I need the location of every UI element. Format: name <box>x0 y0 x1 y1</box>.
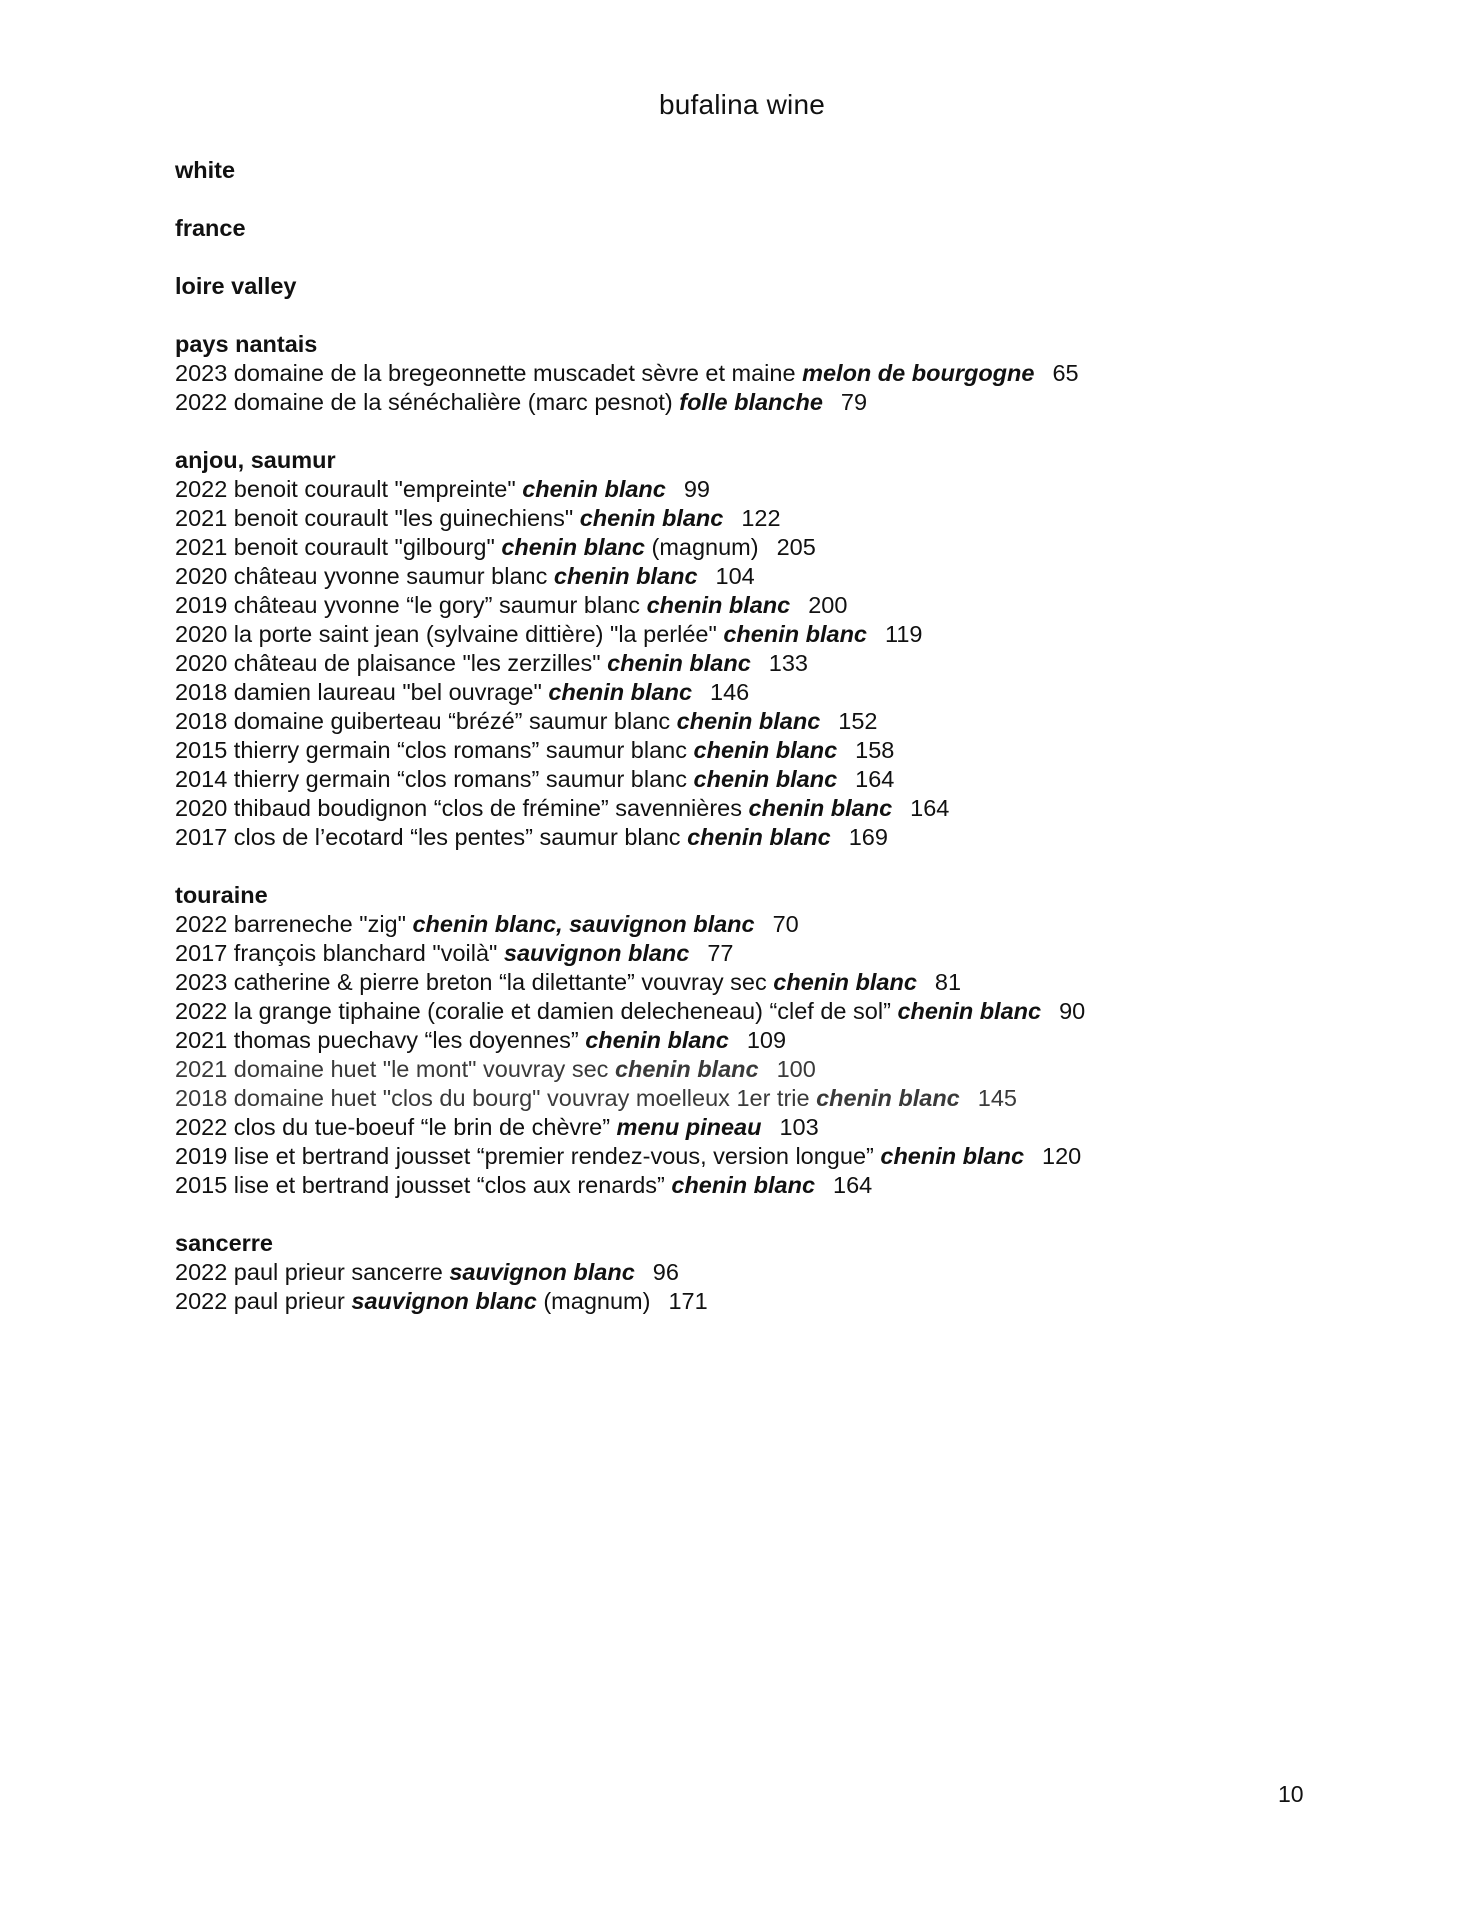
wine-description: 2018 domaine guiberteau “brézé” saumur blanc <box>175 708 677 734</box>
wine-note: (magnum) <box>536 1288 651 1314</box>
grape-variety: chenin blanc <box>553 563 698 589</box>
grape-variety: folle blanche <box>679 389 823 415</box>
wine-description: 2020 la porte saint jean (sylvaine dittière) "la perlée" <box>175 621 724 647</box>
wine-note: (magnum) <box>644 534 759 560</box>
grape-variety: chenin blanc <box>522 476 666 502</box>
wine-description: 2017 clos de l’ecotard “les pentes” saumur blanc <box>175 824 688 850</box>
wine-entry <box>175 620 1375 649</box>
wine-entry <box>175 707 1375 736</box>
wine-entry <box>175 649 1375 678</box>
section-sancerre <box>175 1229 1375 1316</box>
wine-description: 2019 château yvonne “le gory” saumur blanc <box>175 592 647 618</box>
country-heading-france: france <box>175 215 246 241</box>
wine-price: 164 <box>855 766 895 792</box>
wine-price: 103 <box>779 1114 819 1140</box>
wine-price: 200 <box>808 592 848 618</box>
wine-entry <box>175 591 1375 620</box>
spacer <box>175 1200 1375 1229</box>
wine-description: 2018 domaine huet "clos du bourg" vouvray moelleux 1er trie <box>175 1085 817 1111</box>
wine-price: 152 <box>838 708 878 734</box>
wine-entry <box>175 910 1375 939</box>
wine-price: 169 <box>848 824 888 850</box>
grape-variety: sauvignon blanc <box>449 1259 635 1285</box>
wine-description: 2021 benoit courault "les guinechiens" <box>175 505 580 531</box>
wine-entry <box>175 388 1375 417</box>
wine-price: 109 <box>746 1027 787 1053</box>
wine-entry <box>175 1084 1375 1113</box>
spacer <box>175 417 1375 446</box>
wine-price: 100 <box>776 1056 816 1082</box>
section-anjou-saumur <box>175 446 1375 852</box>
wine-price: 90 <box>1059 998 1086 1024</box>
grape-variety: chenin blanc <box>748 795 893 821</box>
grape-variety: chenin blanc <box>585 1027 729 1053</box>
wine-price: 119 <box>885 621 923 647</box>
wine-entry <box>175 736 1375 765</box>
grape-variety: chenin blanc <box>773 969 917 995</box>
spacer <box>175 185 1375 214</box>
grape-variety: chenin blanc <box>646 592 791 618</box>
section-heading: anjou, saumur <box>175 447 336 473</box>
grape-variety: chenin blanc <box>614 1056 759 1082</box>
wine-description: 2022 domaine de la sénéchalière (marc pesnot) <box>175 389 680 415</box>
wine-entry <box>175 359 1375 388</box>
wine-price: 65 <box>1052 360 1079 386</box>
grape-variety: sauvignon blanc <box>503 940 690 966</box>
wine-price: 205 <box>776 534 816 560</box>
wine-description: 2022 la grange tiphaine (coralie et damien delecheneau) “clef de sol” <box>175 998 898 1024</box>
wine-description: 2020 château yvonne saumur blanc <box>175 563 554 589</box>
wine-description: 2021 benoit courault "gilbourg" <box>175 534 502 560</box>
spacer <box>175 301 1375 330</box>
wine-list <box>175 156 1375 1316</box>
spacer <box>175 243 1375 272</box>
wine-description: 2022 benoit courault "empreinte" <box>175 476 523 502</box>
wine-price: 104 <box>715 563 755 589</box>
wine-entry <box>175 1142 1375 1171</box>
grape-variety: chenin blanc <box>671 1172 816 1198</box>
wine-description: 2021 thomas puechavy “les doyennes” <box>175 1027 586 1053</box>
wine-entry <box>175 968 1375 997</box>
wine-description: 2018 damien laureau "bel ouvrage" <box>175 679 549 705</box>
wine-price: 70 <box>772 911 799 937</box>
wine-entry <box>175 475 1375 504</box>
wine-price: 164 <box>910 795 950 821</box>
wine-description: 2015 lise et bertrand jousset “clos aux renards” <box>175 1172 672 1198</box>
grape-variety: sauvignon blanc <box>351 1288 537 1314</box>
wine-price: 81 <box>934 969 962 995</box>
wine-description: 2021 domaine huet "le mont" vouvray sec <box>175 1056 615 1082</box>
wine-description: 2020 château de plaisance "les zerzilles" <box>175 650 608 676</box>
wine-price: 122 <box>741 505 781 531</box>
wine-price: 99 <box>683 476 710 502</box>
wine-price: 171 <box>668 1288 708 1314</box>
wine-entry <box>175 1113 1375 1142</box>
wine-entry <box>175 1026 1375 1055</box>
page-number: 10 <box>1278 1781 1304 1807</box>
wine-description: 2022 paul prieur sancerre <box>175 1259 450 1285</box>
wine-entry <box>175 1258 1375 1287</box>
wine-price: 158 <box>855 737 895 763</box>
wine-description: 2014 thierry germain “clos romans” saumur blanc <box>175 766 694 792</box>
wine-price: 96 <box>652 1259 679 1285</box>
grape-variety: chenin blanc <box>501 534 645 560</box>
grape-variety: chenin blanc <box>723 621 867 647</box>
wine-description: 2022 clos du tue-boeuf “le brin de chèvre” <box>175 1114 617 1140</box>
wine-entry <box>175 939 1375 968</box>
wine-entry <box>175 997 1375 1026</box>
section-pays-nantais <box>175 330 1375 417</box>
section-heading: sancerre <box>175 1230 273 1256</box>
grape-variety: chenin blanc <box>607 650 751 676</box>
wine-entry <box>175 504 1375 533</box>
wine-description: 2022 barreneche "zig" <box>175 911 413 937</box>
grape-variety: chenin blanc <box>687 824 831 850</box>
grape-variety: chenin blanc <box>579 505 724 531</box>
wine-entry <box>175 823 1375 852</box>
wine-entry <box>175 562 1375 591</box>
wine-description: 2015 thierry germain “clos romans” saumur blanc <box>175 737 694 763</box>
wine-entry <box>175 1287 1375 1316</box>
wine-entry <box>175 678 1375 707</box>
wine-entry <box>175 1055 1375 1084</box>
category-heading-white: white <box>175 157 236 183</box>
grape-variety: chenin blanc <box>897 998 1042 1024</box>
grape-variety: melon de bourgogne <box>802 360 1035 386</box>
wine-entry <box>175 794 1375 823</box>
wine-entry <box>175 765 1375 794</box>
section-touraine <box>175 881 1375 1200</box>
section-heading: pays nantais <box>175 331 318 357</box>
wine-description: 2020 thibaud boudignon “clos de frémine” savennières <box>175 795 749 821</box>
wine-price: 133 <box>768 650 808 676</box>
grape-variety: chenin blanc <box>693 766 838 792</box>
wine-entry <box>175 1171 1375 1200</box>
wine-description: 2022 paul prieur <box>175 1288 352 1314</box>
grape-variety: chenin blanc <box>693 737 838 763</box>
grape-variety: menu pineau <box>616 1114 762 1140</box>
wine-description: 2023 catherine & pierre breton “la dilettante” vouvray sec <box>175 969 774 995</box>
page-title: bufalina wine <box>658 89 826 120</box>
grape-variety: chenin blanc, sauvignon blanc <box>412 911 755 937</box>
section-heading: touraine <box>175 882 268 908</box>
spacer <box>175 852 1375 881</box>
wine-description: 2023 domaine de la bregeonnette muscadet sèvre et maine <box>175 360 803 386</box>
wine-price: 146 <box>710 679 750 705</box>
grape-variety: chenin blanc <box>548 679 693 705</box>
wine-price: 145 <box>977 1085 1017 1111</box>
wine-description: 2019 lise et bertrand jousset “premier rendez-vous, version longue” <box>175 1143 881 1169</box>
grape-variety: chenin blanc <box>816 1085 960 1111</box>
wine-description: 2017 françois blanchard "voilà" <box>175 940 504 966</box>
wine-entry <box>175 533 1375 562</box>
grape-variety: chenin blanc <box>880 1143 1025 1169</box>
wine-price: 77 <box>707 940 734 966</box>
wine-price: 79 <box>840 389 868 415</box>
region-heading-loire-valley: loire valley <box>175 273 297 299</box>
wine-price: 120 <box>1042 1143 1082 1169</box>
grape-variety: chenin blanc <box>676 708 821 734</box>
wine-price: 164 <box>833 1172 873 1198</box>
